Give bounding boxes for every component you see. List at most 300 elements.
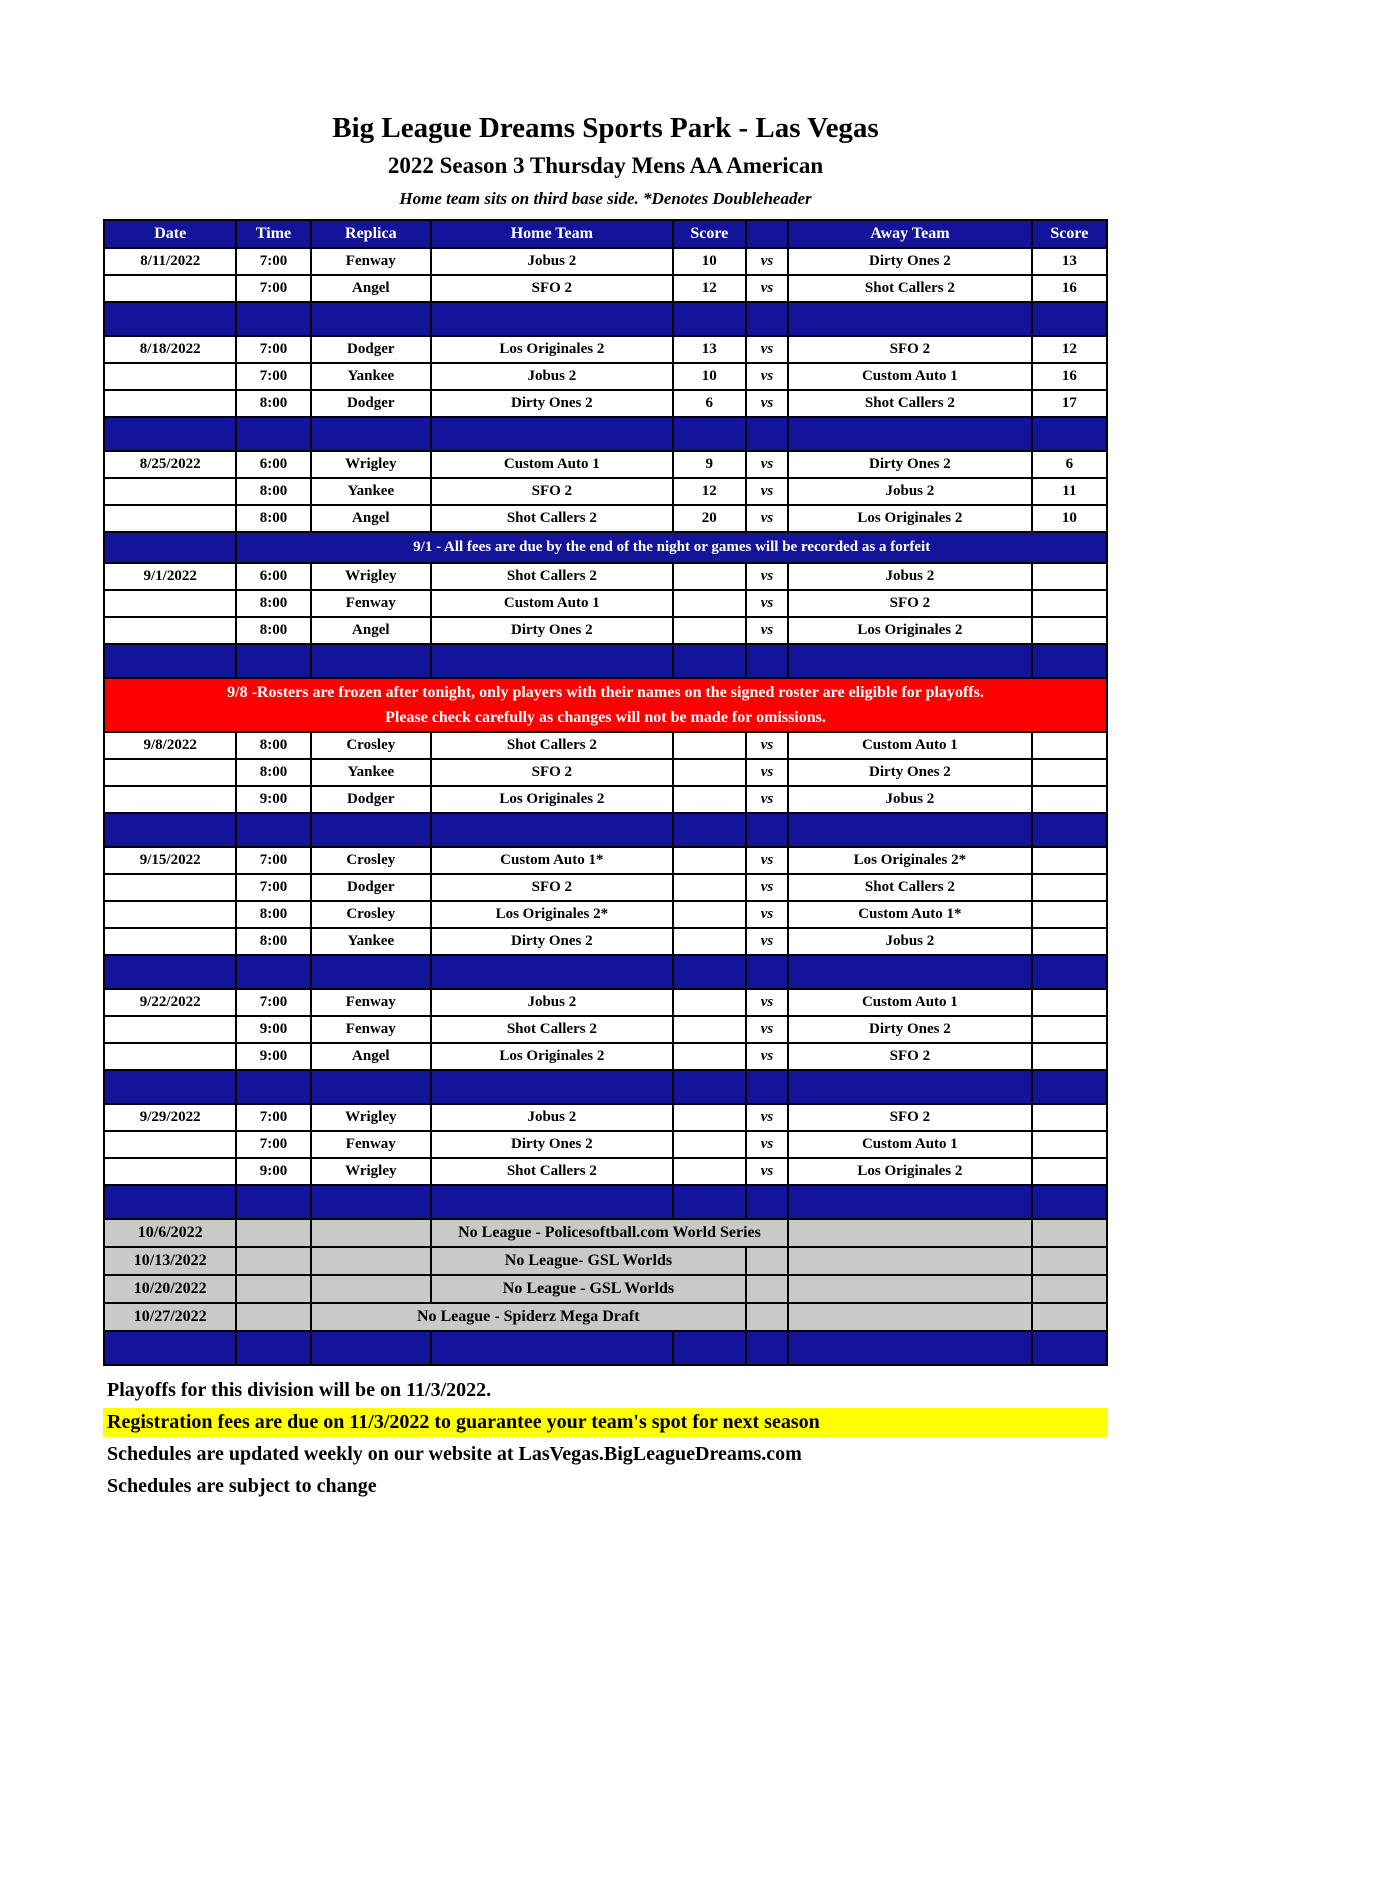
vs-cell: vs — [746, 1104, 788, 1131]
time-cell: 8:00 — [236, 478, 310, 505]
away-team-cell: Custom Auto 1* — [788, 901, 1032, 928]
date-cell: 9/29/2022 — [104, 1104, 236, 1131]
fees-notice-row — [104, 532, 1107, 563]
home-score-cell — [673, 759, 746, 786]
away-team-cell — [788, 1247, 1032, 1275]
spacer-cell — [746, 813, 788, 847]
away-score-cell — [1032, 1104, 1107, 1131]
replica-cell: Dodger — [311, 390, 431, 417]
footer-line: Registration fees are due on 11/3/2022 to guarantee your team's spot for next season — [103, 1408, 1108, 1437]
home-team-cell: Los Originales 2 — [431, 1043, 673, 1070]
date-cell — [104, 390, 236, 417]
spacer-cell — [1032, 1185, 1107, 1219]
game-row — [104, 336, 1107, 363]
away-team-cell: Custom Auto 1 — [788, 363, 1032, 390]
time-cell: 7:00 — [236, 1131, 310, 1158]
spacer-cell — [311, 417, 431, 451]
away-team-cell: Dirty Ones 2 — [788, 248, 1032, 275]
replica-cell: Crosley — [311, 901, 431, 928]
game-row — [104, 1131, 1107, 1158]
away-score-cell — [1032, 1043, 1107, 1070]
spacer-cell — [311, 1185, 431, 1219]
home-team-cell: Los Originales 2* — [431, 901, 673, 928]
no-league-text-cell: No League - Spiderz Mega Draft — [311, 1303, 746, 1331]
column-header: Score — [1032, 220, 1107, 248]
away-team-cell: Jobus 2 — [788, 563, 1032, 590]
home-score-cell — [673, 786, 746, 813]
home-score-cell: 12 — [673, 478, 746, 505]
replica-cell: Crosley — [311, 732, 431, 759]
spacer-cell — [746, 955, 788, 989]
vs-cell: vs — [746, 1016, 788, 1043]
spacer-cell — [788, 1331, 1032, 1365]
game-row — [104, 989, 1107, 1016]
vs-cell: vs — [746, 901, 788, 928]
spacer-cell — [431, 417, 673, 451]
spacer-cell — [673, 1070, 746, 1104]
home-score-cell — [673, 1131, 746, 1158]
game-row — [104, 1043, 1107, 1070]
time-cell: 9:00 — [236, 1043, 310, 1070]
date-cell — [104, 478, 236, 505]
vs-cell: vs — [746, 505, 788, 532]
date-cell: 9/15/2022 — [104, 847, 236, 874]
game-row — [104, 732, 1107, 759]
spacer-cell — [673, 1331, 746, 1365]
game-row — [104, 363, 1107, 390]
date-cell — [104, 1016, 236, 1043]
away-team-cell: Jobus 2 — [788, 478, 1032, 505]
away-team-cell — [788, 1275, 1032, 1303]
date-cell: 10/20/2022 — [104, 1275, 236, 1303]
away-score-cell — [1032, 1247, 1107, 1275]
game-row — [104, 563, 1107, 590]
home-score-cell — [673, 1043, 746, 1070]
banner-text-cell: 9/1 - All fees are due by the end of the night or games will be recorded as a forfeit — [236, 532, 1107, 563]
spacer-cell — [673, 644, 746, 678]
away-score-cell: 16 — [1032, 275, 1107, 302]
spacer-cell — [311, 1070, 431, 1104]
vs-cell — [746, 1275, 788, 1303]
spacer-row — [104, 417, 1107, 451]
no-league-text-cell: No League - GSL Worlds — [431, 1275, 746, 1303]
away-score-cell: 11 — [1032, 478, 1107, 505]
home-team-cell: Shot Callers 2 — [431, 505, 673, 532]
vs-cell: vs — [746, 617, 788, 644]
date-cell: 8/25/2022 — [104, 451, 236, 478]
spacer-cell — [431, 302, 673, 336]
spacer-cell — [1032, 1331, 1107, 1365]
roster-freeze-notice-row — [104, 678, 1107, 732]
home-team-cell: Dirty Ones 2 — [431, 617, 673, 644]
date-cell: 8/11/2022 — [104, 248, 236, 275]
spacer-cell — [311, 955, 431, 989]
away-team-cell: Jobus 2 — [788, 928, 1032, 955]
replica-cell: Fenway — [311, 989, 431, 1016]
away-score-cell — [1032, 1275, 1107, 1303]
date-cell — [104, 928, 236, 955]
home-team-cell: Custom Auto 1* — [431, 847, 673, 874]
away-score-cell: 6 — [1032, 451, 1107, 478]
spacer-cell — [311, 1331, 431, 1365]
spacer-cell — [1032, 813, 1107, 847]
time-cell: 8:00 — [236, 928, 310, 955]
replica-cell: Angel — [311, 275, 431, 302]
spacer-cell — [236, 955, 310, 989]
spacer-cell — [788, 955, 1032, 989]
spacer-cell — [1032, 417, 1107, 451]
home-team-cell: Jobus 2 — [431, 248, 673, 275]
spacer-row — [104, 1070, 1107, 1104]
vs-cell: vs — [746, 847, 788, 874]
replica-cell: Wrigley — [311, 1158, 431, 1185]
replica-cell — [311, 1219, 431, 1247]
roster-freeze-line: Please check carefully as changes will not be made for omissions. — [385, 709, 826, 726]
game-row — [104, 390, 1107, 417]
home-score-cell: 9 — [673, 451, 746, 478]
replica-cell: Dodger — [311, 336, 431, 363]
spacer-cell — [673, 302, 746, 336]
home-score-cell — [673, 901, 746, 928]
home-score-cell — [673, 617, 746, 644]
away-team-cell: Jobus 2 — [788, 786, 1032, 813]
vs-cell: vs — [746, 1158, 788, 1185]
no-league-row — [104, 1219, 1107, 1247]
no-league-text-cell: No League - Policesoftball.com World Series — [431, 1219, 788, 1247]
column-header: Away Team — [788, 220, 1032, 248]
away-score-cell — [1032, 1158, 1107, 1185]
home-team-cell: Jobus 2 — [431, 363, 673, 390]
time-cell — [236, 1275, 310, 1303]
spacer-cell — [431, 813, 673, 847]
replica-cell: Fenway — [311, 248, 431, 275]
game-row — [104, 617, 1107, 644]
time-cell — [236, 1303, 310, 1331]
date-cell — [104, 590, 236, 617]
date-cell — [104, 505, 236, 532]
vs-cell: vs — [746, 1131, 788, 1158]
away-team-cell: Shot Callers 2 — [788, 874, 1032, 901]
game-row — [104, 759, 1107, 786]
vs-cell: vs — [746, 563, 788, 590]
spacer-row — [104, 1331, 1107, 1365]
away-team-cell: SFO 2 — [788, 1104, 1032, 1131]
spacer-cell — [431, 1331, 673, 1365]
date-cell — [104, 874, 236, 901]
spacer-cell — [431, 1185, 673, 1219]
home-team-cell: SFO 2 — [431, 275, 673, 302]
game-row — [104, 1104, 1107, 1131]
time-cell: 9:00 — [236, 1016, 310, 1043]
home-team-cell: SFO 2 — [431, 874, 673, 901]
time-cell: 7:00 — [236, 874, 310, 901]
game-row — [104, 505, 1107, 532]
vs-cell: vs — [746, 390, 788, 417]
time-cell: 8:00 — [236, 590, 310, 617]
spacer-cell — [1032, 955, 1107, 989]
spacer-row — [104, 1185, 1107, 1219]
time-cell: 8:00 — [236, 901, 310, 928]
away-team-cell: Dirty Ones 2 — [788, 451, 1032, 478]
home-score-cell — [673, 1104, 746, 1131]
spacer-cell — [788, 1070, 1032, 1104]
away-team-cell: SFO 2 — [788, 336, 1032, 363]
replica-cell: Yankee — [311, 363, 431, 390]
home-score-cell: 12 — [673, 275, 746, 302]
spacer-cell — [104, 1070, 236, 1104]
vs-cell: vs — [746, 1043, 788, 1070]
replica-cell: Angel — [311, 505, 431, 532]
column-header — [746, 220, 788, 248]
replica-cell: Angel — [311, 1043, 431, 1070]
away-team-cell: Dirty Ones 2 — [788, 759, 1032, 786]
spacer-cell — [1032, 1070, 1107, 1104]
spacer-row — [104, 302, 1107, 336]
away-score-cell: 13 — [1032, 248, 1107, 275]
date-cell: 9/8/2022 — [104, 732, 236, 759]
spacer-row — [104, 813, 1107, 847]
home-team-cell: SFO 2 — [431, 759, 673, 786]
home-team-cell: Custom Auto 1 — [431, 590, 673, 617]
vs-cell: vs — [746, 989, 788, 1016]
game-row — [104, 874, 1107, 901]
spacer-cell — [788, 1185, 1032, 1219]
away-team-cell: Los Originales 2* — [788, 847, 1032, 874]
game-row — [104, 928, 1107, 955]
spacer-row — [104, 955, 1107, 989]
date-cell: 9/1/2022 — [104, 563, 236, 590]
page-title: Big League Dreams Sports Park - Las Vegas — [332, 112, 879, 144]
away-score-cell — [1032, 901, 1107, 928]
replica-cell: Wrigley — [311, 1104, 431, 1131]
home-score-cell — [673, 1016, 746, 1043]
away-score-cell — [1032, 1131, 1107, 1158]
away-score-cell — [1032, 617, 1107, 644]
column-header: Time — [236, 220, 310, 248]
away-score-cell — [1032, 786, 1107, 813]
home-score-cell — [673, 590, 746, 617]
away-score-cell — [1032, 989, 1107, 1016]
time-cell: 7:00 — [236, 275, 310, 302]
time-cell: 6:00 — [236, 451, 310, 478]
replica-cell: Yankee — [311, 478, 431, 505]
time-cell: 7:00 — [236, 363, 310, 390]
spacer-cell — [104, 302, 236, 336]
replica-cell: Dodger — [311, 874, 431, 901]
date-cell — [104, 617, 236, 644]
vs-cell: vs — [746, 732, 788, 759]
home-score-cell — [673, 847, 746, 874]
spacer-cell — [236, 1331, 310, 1365]
home-team-cell: Shot Callers 2 — [431, 563, 673, 590]
home-team-cell: Jobus 2 — [431, 1104, 673, 1131]
vs-cell: vs — [746, 451, 788, 478]
replica-cell — [311, 1275, 431, 1303]
time-cell: 8:00 — [236, 390, 310, 417]
home-team-cell: Shot Callers 2 — [431, 732, 673, 759]
spacer-cell — [104, 813, 236, 847]
away-team-cell: Custom Auto 1 — [788, 989, 1032, 1016]
replica-cell: Dodger — [311, 786, 431, 813]
game-row — [104, 275, 1107, 302]
time-cell: 7:00 — [236, 248, 310, 275]
home-score-cell — [673, 1158, 746, 1185]
footer-line: Schedules are updated weekly on our website at LasVegas.BigLeagueDreams.com — [107, 1443, 802, 1465]
spacer-cell — [236, 1185, 310, 1219]
replica-cell: Wrigley — [311, 563, 431, 590]
vs-cell: vs — [746, 275, 788, 302]
vs-cell: vs — [746, 928, 788, 955]
spacer-cell — [1032, 302, 1107, 336]
vs-cell — [746, 1247, 788, 1275]
vs-cell: vs — [746, 786, 788, 813]
time-cell: 7:00 — [236, 989, 310, 1016]
spacer-cell — [236, 302, 310, 336]
away-score-cell — [1032, 1219, 1107, 1247]
away-team-cell: Shot Callers 2 — [788, 390, 1032, 417]
no-league-row — [104, 1247, 1107, 1275]
footer-notes — [103, 1376, 1108, 1501]
replica-cell — [311, 1247, 431, 1275]
home-team-cell: Los Originales 2 — [431, 336, 673, 363]
spacer-cell — [746, 302, 788, 336]
spacer-cell — [431, 955, 673, 989]
home-team-cell: Dirty Ones 2 — [431, 928, 673, 955]
no-league-row — [104, 1303, 1107, 1331]
no-league-row — [104, 1275, 1107, 1303]
vs-cell: vs — [746, 248, 788, 275]
home-score-cell: 6 — [673, 390, 746, 417]
home-team-cell: Los Originales 2 — [431, 786, 673, 813]
replica-cell: Crosley — [311, 847, 431, 874]
spacer-cell — [311, 302, 431, 336]
column-header: Replica — [311, 220, 431, 248]
home-score-cell: 20 — [673, 505, 746, 532]
date-cell — [104, 275, 236, 302]
time-cell — [236, 1219, 310, 1247]
home-team-cell: Dirty Ones 2 — [431, 1131, 673, 1158]
time-cell — [236, 1247, 310, 1275]
vs-cell — [746, 1303, 788, 1331]
spacer-cell — [673, 955, 746, 989]
away-score-cell — [1032, 732, 1107, 759]
date-cell — [104, 786, 236, 813]
away-team-cell: SFO 2 — [788, 590, 1032, 617]
away-score-cell: 10 — [1032, 505, 1107, 532]
away-score-cell — [1032, 847, 1107, 874]
away-score-cell — [1032, 759, 1107, 786]
spacer-cell — [104, 1185, 236, 1219]
date-cell — [104, 1158, 236, 1185]
footer-line: Schedules are subject to change — [107, 1475, 377, 1497]
schedule-table — [103, 219, 1108, 1366]
away-score-cell — [1032, 590, 1107, 617]
spacer-cell — [788, 644, 1032, 678]
home-team-cell: SFO 2 — [431, 478, 673, 505]
date-cell: 10/6/2022 — [104, 1219, 236, 1247]
date-cell — [104, 1043, 236, 1070]
time-cell: 9:00 — [236, 786, 310, 813]
home-score-cell — [673, 732, 746, 759]
time-cell: 8:00 — [236, 759, 310, 786]
away-score-cell — [1032, 1016, 1107, 1043]
time-cell: 8:00 — [236, 505, 310, 532]
date-cell — [104, 363, 236, 390]
time-cell: 8:00 — [236, 732, 310, 759]
vs-cell: vs — [746, 874, 788, 901]
away-team-cell: Shot Callers 2 — [788, 275, 1032, 302]
away-team-cell: Dirty Ones 2 — [788, 1016, 1032, 1043]
replica-cell: Yankee — [311, 928, 431, 955]
vs-cell: vs — [746, 478, 788, 505]
vs-cell: vs — [746, 759, 788, 786]
game-row — [104, 478, 1107, 505]
spacer-cell — [788, 813, 1032, 847]
time-cell: 6:00 — [236, 563, 310, 590]
away-team-cell — [788, 1303, 1032, 1331]
game-row — [104, 786, 1107, 813]
game-row — [104, 248, 1107, 275]
home-team-cell: Shot Callers 2 — [431, 1016, 673, 1043]
replica-cell: Fenway — [311, 590, 431, 617]
home-team-cell: Custom Auto 1 — [431, 451, 673, 478]
away-score-cell — [1032, 928, 1107, 955]
date-cell — [104, 901, 236, 928]
time-cell: 7:00 — [236, 847, 310, 874]
spacer-cell — [746, 1185, 788, 1219]
replica-cell: Fenway — [311, 1131, 431, 1158]
date-cell — [104, 759, 236, 786]
spacer-cell — [673, 813, 746, 847]
game-row — [104, 451, 1107, 478]
home-score-cell — [673, 874, 746, 901]
page-note: Home team sits on third base side. *Denotes Doubleheader — [399, 189, 812, 208]
away-team-cell: Los Originales 2 — [788, 505, 1032, 532]
spacer-cell — [104, 955, 236, 989]
home-team-cell: Shot Callers 2 — [431, 1158, 673, 1185]
spacer-cell — [746, 1070, 788, 1104]
banner-date-cell — [104, 532, 236, 563]
spacer-cell — [104, 644, 236, 678]
away-score-cell: 16 — [1032, 363, 1107, 390]
spacer-cell — [746, 1331, 788, 1365]
home-score-cell: 10 — [673, 248, 746, 275]
vs-cell: vs — [746, 336, 788, 363]
home-score-cell — [673, 563, 746, 590]
column-header: Score — [673, 220, 746, 248]
away-score-cell — [1032, 1303, 1107, 1331]
replica-cell: Fenway — [311, 1016, 431, 1043]
away-score-cell — [1032, 874, 1107, 901]
date-cell: 9/22/2022 — [104, 989, 236, 1016]
game-row — [104, 1016, 1107, 1043]
column-header: Home Team — [431, 220, 673, 248]
time-cell: 7:00 — [236, 336, 310, 363]
away-team-cell: Los Originales 2 — [788, 1158, 1032, 1185]
time-cell: 7:00 — [236, 1104, 310, 1131]
spacer-cell — [746, 644, 788, 678]
home-team-cell: Jobus 2 — [431, 989, 673, 1016]
page-subtitle: 2022 Season 3 Thursday Mens AA American — [387, 153, 824, 178]
table-body — [104, 248, 1107, 1365]
spacer-cell — [311, 644, 431, 678]
replica-cell: Wrigley — [311, 451, 431, 478]
spacer-cell — [236, 417, 310, 451]
home-score-cell: 13 — [673, 336, 746, 363]
spacer-cell — [236, 1070, 310, 1104]
spacer-cell — [673, 417, 746, 451]
date-cell — [104, 1131, 236, 1158]
